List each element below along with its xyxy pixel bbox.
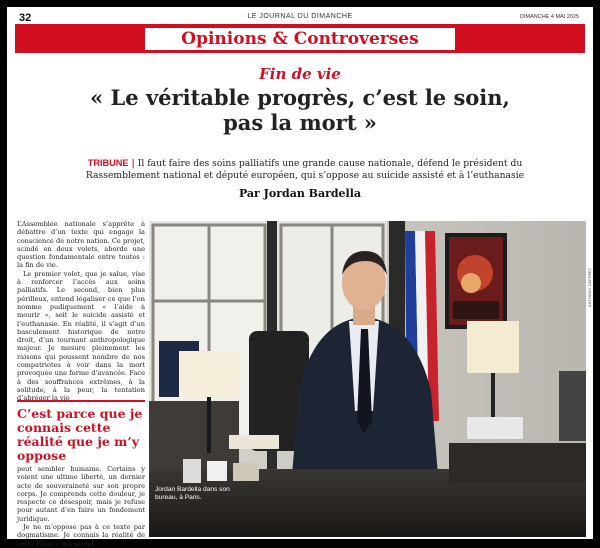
body-paragraph: Je ne m’oppose pas à ce texte par dogmatisme. Je connais la réalité de cette France qui prend: [17, 523, 145, 548]
section-banner: [15, 24, 585, 53]
photo-caption: Jordan Bardella dans son bureau, à Paris.: [155, 486, 230, 501]
article-headline: [47, 85, 553, 135]
body-paragraph: L’Assemblée nationale s’apprête à débattre d’un texte qui engage la conscience de notre nation. Ce projet, scindé en deux volets, aborde une question fondamentale entre toutes : la fin de vie.: [17, 220, 145, 270]
article-kicker: Fin de vie: [259, 65, 341, 83]
photo-credit: ANTHONY DAFFRET: [587, 267, 592, 307]
section-title: Opinions & Controverses: [145, 28, 455, 50]
article-byline: Par Jordan Bardella: [238, 187, 362, 200]
pull-quote: C’est parce que je connais cette réalité que je m’y oppose: [17, 400, 145, 463]
newspaper-page: [7, 7, 593, 548]
article-body-column: [17, 220, 145, 403]
page-number: 32: [19, 12, 32, 24]
standfirst-tag: TRIBUNE: [87, 158, 129, 168]
body-paragraph: peut sembler humaine. Certains y voient une ultime liberté, un dernier acte de souveraineté sur son propre corps. Je comprends cette douleur, je respecte ce désespoir, mais je refuse pour autant d’en faire un fondement juridique.: [17, 465, 145, 523]
headline-line-2: pas la mort »: [223, 110, 377, 135]
newspaper-name: LE JOURNAL DU DIMANCHE: [247, 13, 353, 20]
article-body-column-continued: [17, 465, 145, 548]
body-paragraph: Le premier volet, que je salue, vise à renforcer l’accès aux soins palliatifs. Le second, bien plus périlleux, entend légaliser ce que l’on nomme pudiquement « l’aide à mourir », soit le suicide assisté et l’euthanasie. En réalité, il s’agit d’un basculement historique de notre droit, d’un tournant anthropologique majeur. Je mesure pleinement les raisons qui poussent nombre de nos compatriotes à voir dans la mort provoquée une forme d’avancée. Face à des souffrances extrêmes, à la solitude, à la peur, la tentation d’abréger la vie: [17, 269, 145, 403]
standfirst-separator: |: [131, 158, 135, 169]
issue-date: DIMANCHE 4 MAI 2025: [520, 14, 579, 20]
article-standfirst: [65, 157, 545, 182]
standfirst-text: Il faut faire des soins palliatifs une grande cause nationale, défend le président du Rassemblement national et député européen, qui s’oppose au suicide assisté et à l’euthanasie: [85, 158, 525, 181]
headline-line-1: « Le véritable progrès, c’est le soin,: [90, 85, 510, 110]
